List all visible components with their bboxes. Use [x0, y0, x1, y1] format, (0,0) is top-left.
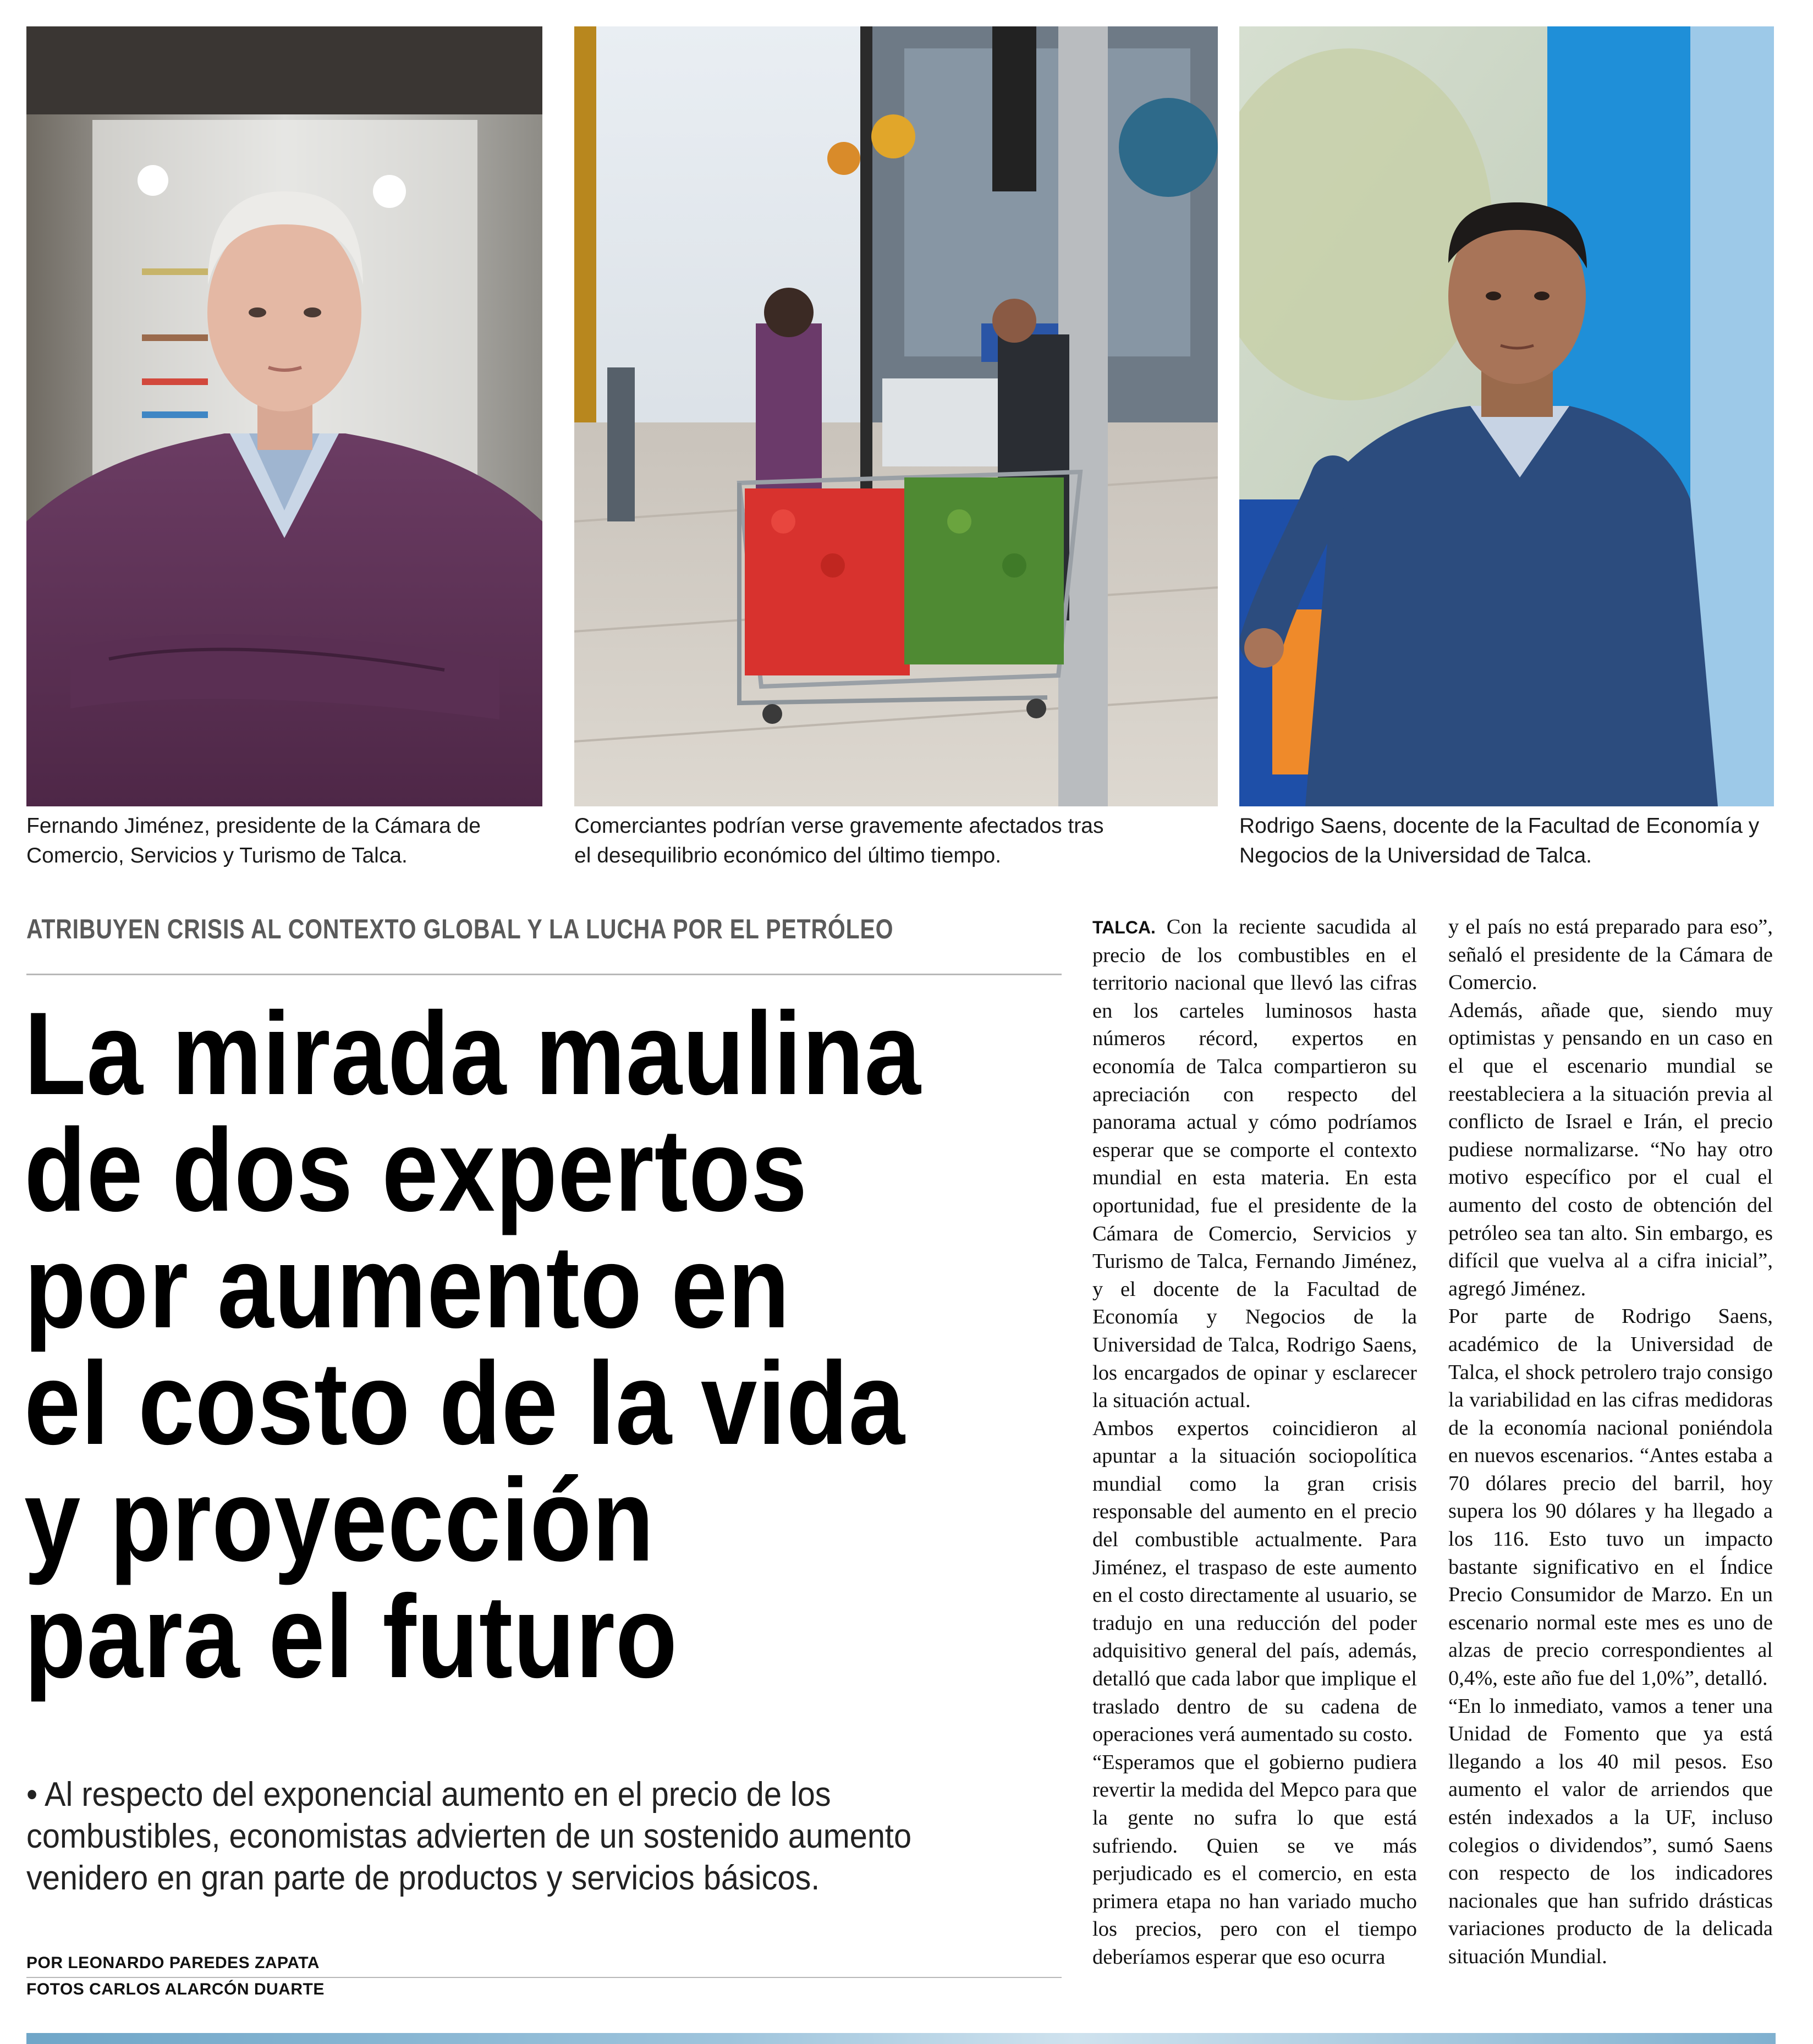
- portrait-illustration-2: [1239, 26, 1774, 806]
- headline-line: el costo de la vida: [24, 1338, 905, 1469]
- credits-divider: [26, 1977, 1062, 1978]
- paragraph: “En lo inmediato, vamos a tener una Unidad de Fomento que ya está llegando a los 40 mil pesos. Eso aumento el valor de arriendos que estén indexados a la UF, incluso colegios o dividendos”, sumó Saens con respecto de los indicadores nacionales que han sufrido drásticas variaciones producto de la delicada situación Mundial.: [1448, 1694, 1773, 1968]
- article-kicker: ATRIBUYEN CRISIS AL CONTEXTO GLOBAL Y LA LUCHA POR EL PETRÓLEO: [26, 914, 894, 944]
- headline-line: para el futuro: [24, 1571, 678, 1702]
- paragraph: “Esperamos que el gobierno pudiera revertir la medida del Mepco para que la gente no sufra lo que está sufriendo. Quien se ve más perjudicado es el comercio, en esta primera etapa no han variado mucho los precios, pero con el tiempo deberíamos esperar que eso ocurra: [1092, 1750, 1417, 1969]
- headline-line: de dos expertos: [24, 1105, 808, 1236]
- headline-line: y proyección: [24, 1454, 655, 1586]
- photo-street-vendor: [574, 26, 1218, 806]
- byline: POR LEONARDO PAREDES ZAPATA: [26, 1954, 320, 1972]
- headline-line: La mirada maulina: [24, 988, 921, 1119]
- photo-rodrigo-saens: [1239, 26, 1774, 806]
- paragraph: Ambos expertos coincidieron al apuntar a la situación sociopolítica mundial como la gran crisis responsable del aumento en el precio del combustible actualmente. Para Jiménez, el traspaso de este aumento en el costo directamente al usuario, se tradujo en una reducción del poder adquisitivo general del país, además, detalló que cada labor que implique el traslado dentro de su cadena de operaciones verá aumentado su costo.: [1092, 1416, 1417, 1746]
- dateline: TALCA.: [1092, 917, 1156, 937]
- paragraph-text: Con la reciente sacudida al precio de los combustibles en el territorio nacional que llevó las cifras en los carteles luminosos hasta números récord, expertos en economía de Talca compartieron su apreciación con respecto del panorama actual y cómo podríamos esperar que se comporte el contexto mundial en esta materia. En esta oportunidad, fue el presidente de la Cámara de Comercio, Servicios y Turismo de Talca, Fernando Jiménez, y el docente de la Facultad de Economía y Negocios de la Universidad de Talca, Rodrigo Saens, los encargados de opinar y esclarecer la situación actual.: [1092, 915, 1417, 1413]
- photo-caption-1: Fernando Jiménez, presidente de la Cámara de Comercio, Servicios y Turismo de Talca.: [26, 814, 481, 867]
- next-article-photo-strip: [26, 2033, 1776, 2044]
- paragraph: Además, añade que, siendo muy optimistas y pensando en un caso en el que el escenario mundial se reestableciera a la situación previa al conflicto de Israel e Irán, el precio pudiese normalizarse. “No hay otro motivo específico por el cual el aumento del costo de obtención del petróleo sea tan alto. Sin embargo, es difícil que vuelva al a cifra inicial”, agregó Jiménez.: [1448, 998, 1773, 1300]
- paragraph: [1092, 913, 1417, 1415]
- article-headline: [24, 988, 1058, 1702]
- article-deck: • Al respecto del exponencial aumento en el precio de los combustibles, economistas advierten de un sostenido aumento venidero en gran parte de productos y servicios básicos.: [26, 1776, 912, 1897]
- photo-caption-2: Comerciantes podrían verse gravemente afectados tras el desequilibrio económico del último tiempo.: [574, 814, 1104, 867]
- photo-caption-3: Rodrigo Saens, docente de la Facultad de Economía y Negocios de la Universidad de Talca.: [1239, 814, 1760, 867]
- photo-fernando-jimenez: [26, 26, 542, 806]
- headline-line: por aumento en: [24, 1221, 790, 1353]
- article-column-1: [1092, 913, 1417, 1971]
- portrait-illustration: [26, 26, 542, 806]
- article-column-2: [1448, 913, 1773, 1971]
- paragraph: Por parte de Rodrigo Saens, académico de la Universidad de Talca, el shock petrolero trajo consigo la variabilidad en las cifras medidoras de la economía nacional poniéndola en nuevos escenarios. “Antes estaba a 70 dólares precio del barril, hoy supera los 90 dólares y ha llegado a los 116. Esto tuvo un impacto bastante significativo en el Índice Precio Consumidor de Marzo. En un escenario normal este mes es uno de alzas de precio correspondientes al 0,4%, este año fue del 1,0%”, detalló.: [1448, 1305, 1773, 1690]
- street-scene-illustration: [574, 26, 1218, 806]
- photo-credit: FOTOS CARLOS ALARCÓN DUARTE: [26, 1980, 325, 1998]
- kicker-divider: [26, 974, 1062, 975]
- paragraph: y el país no está preparado para eso”, señaló el presidente de la Cámara de Comercio.: [1448, 915, 1773, 994]
